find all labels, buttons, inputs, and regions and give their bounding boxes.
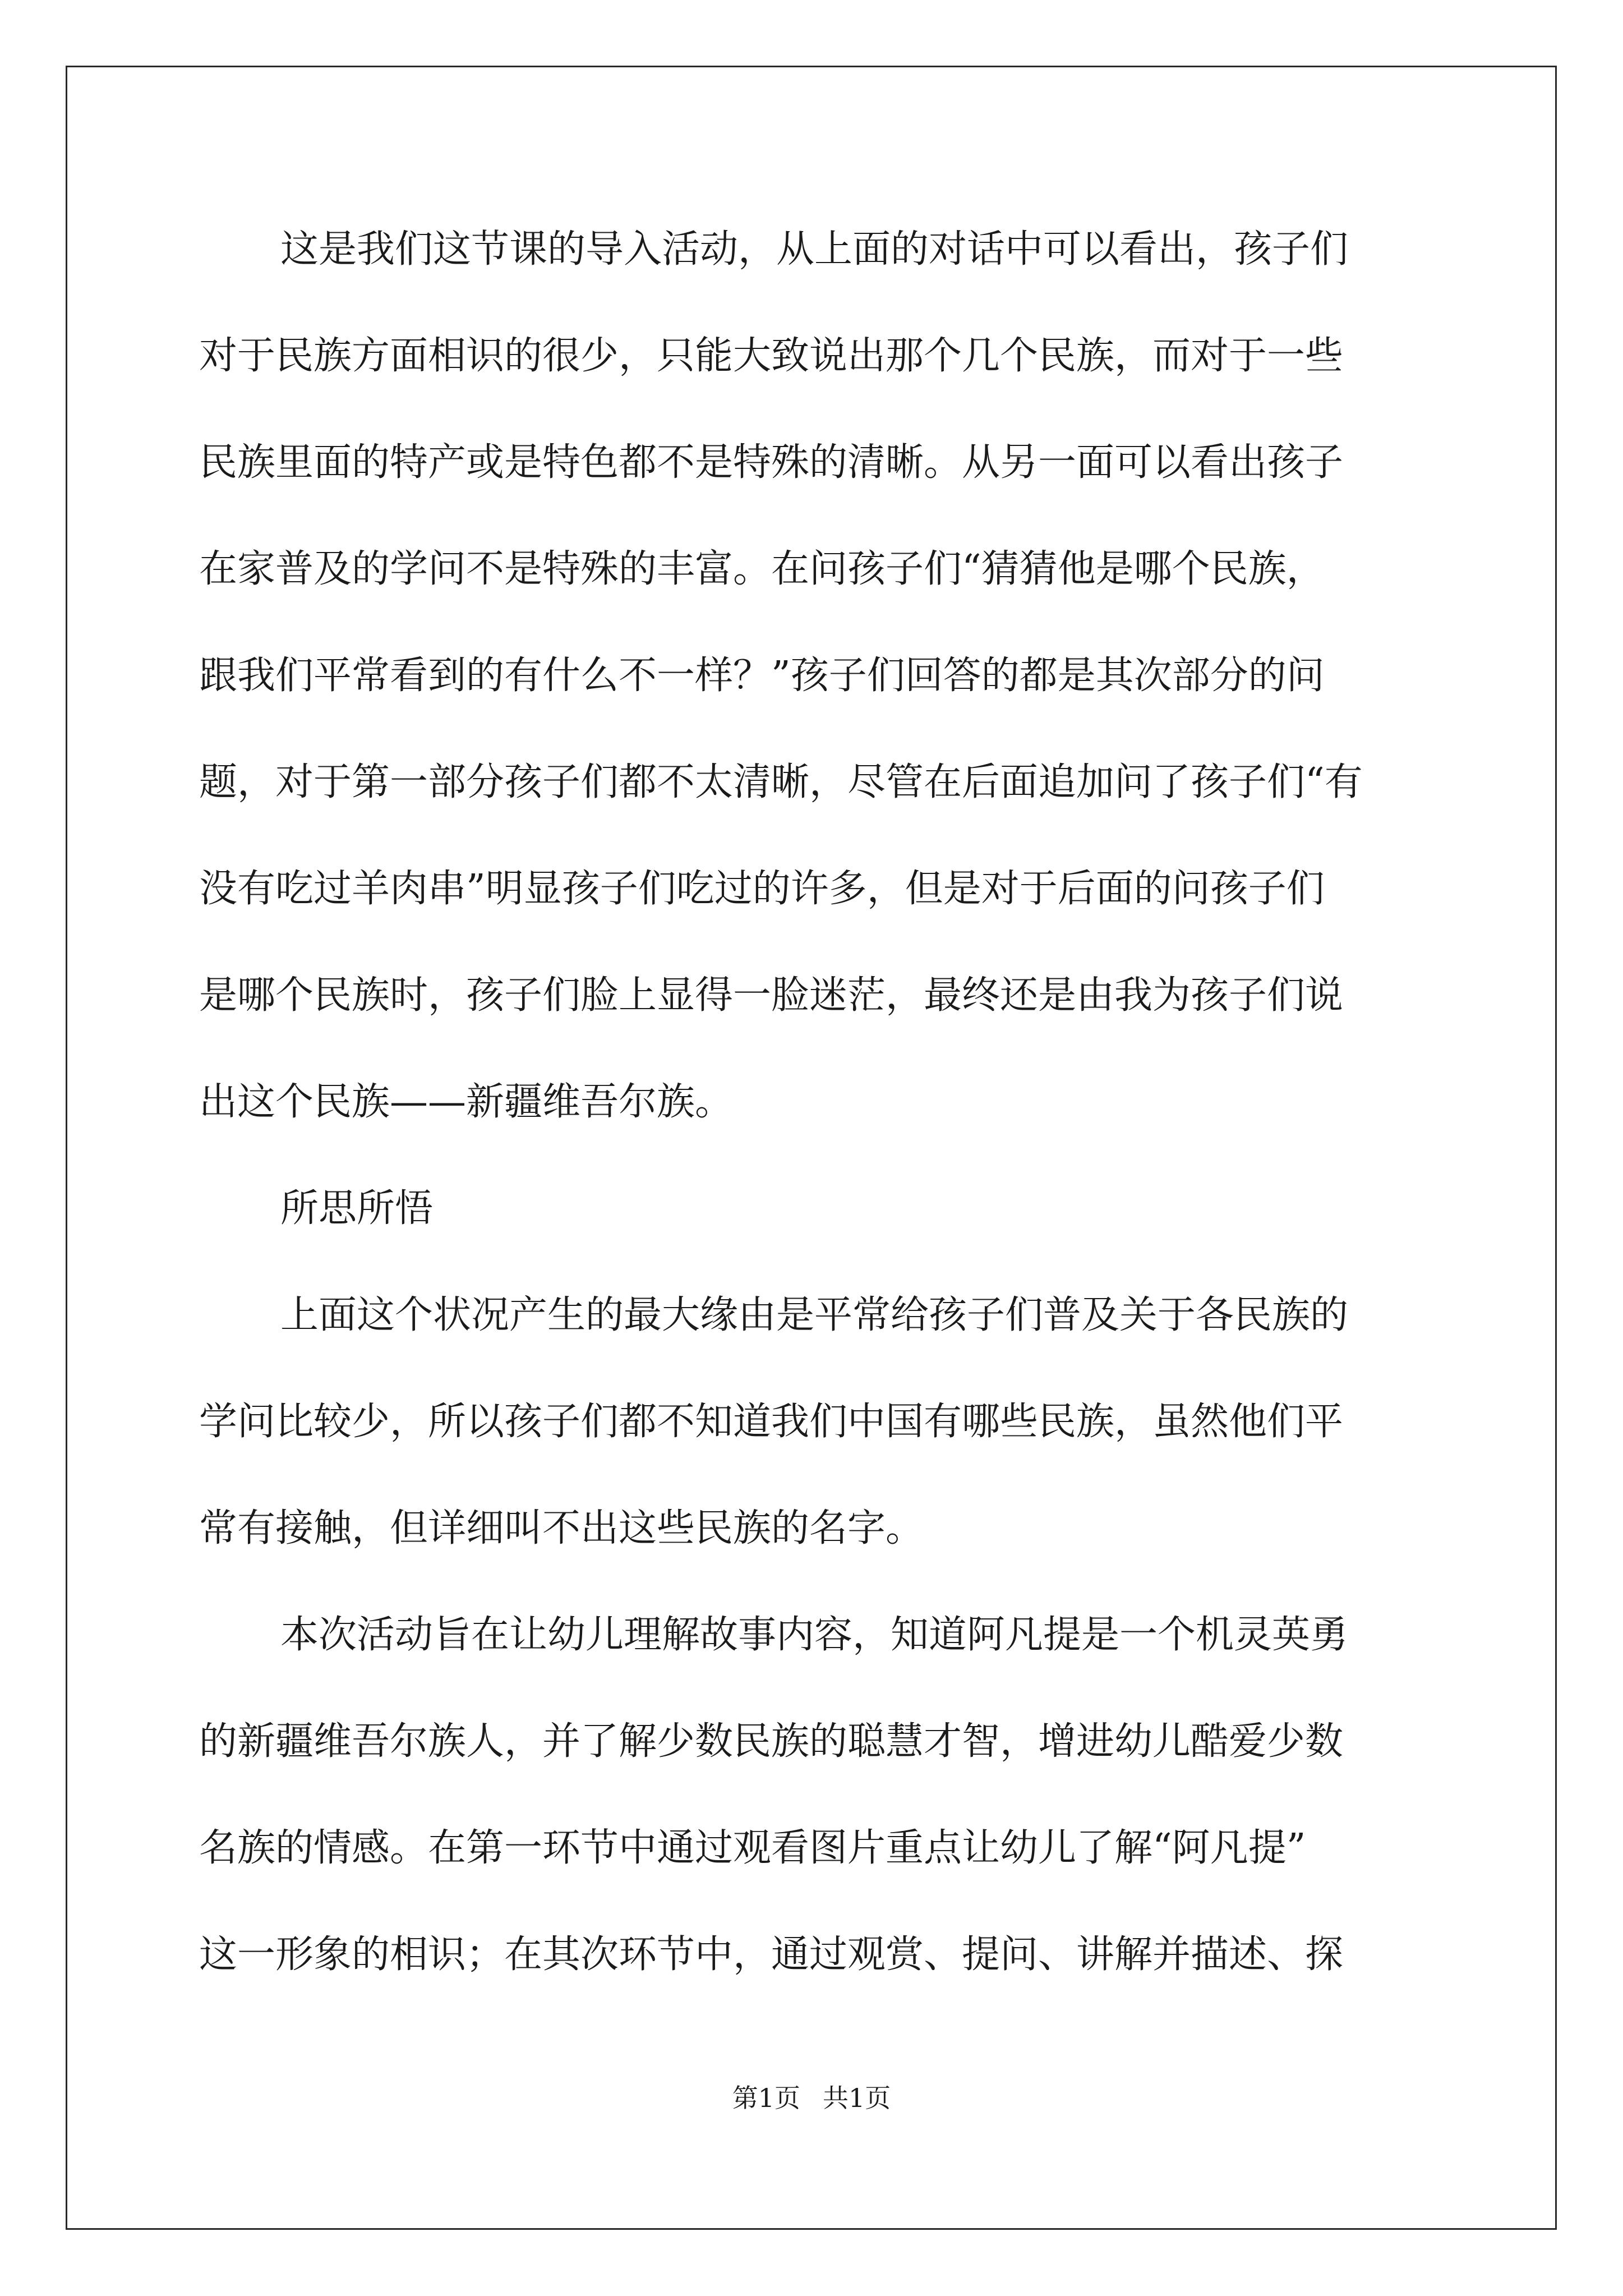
paragraph-line: 本次活动旨在让幼儿理解故事内容，知道阿凡提是一个机灵英勇: [280, 1613, 1349, 1657]
page-number: 第1页: [732, 2083, 800, 2113]
paragraph-line: 上面这个状况产生的最大缘由是平常给孩子们普及关于各民族的: [280, 1293, 1349, 1337]
paragraph-line: 学问比较少，所以孩子们都不知道我们中国有哪些民族，虽然他们平: [199, 1400, 1344, 1444]
paragraph-line: 对于民族方面相识的很少，只能大致说出那个几个民族，而对于一些: [199, 334, 1344, 378]
page-footer: [0, 2081, 1623, 2115]
paragraph-line: 是哪个民族时，孩子们脸上显得一脸迷茫，最终还是由我为孩子们说: [199, 973, 1344, 1018]
paragraph-line: 在家普及的学问不是特殊的丰富。在问孩子们“猜猜他是哪个民族，: [199, 547, 1325, 591]
page-border: [66, 66, 1557, 2230]
paragraph-line: 没有吃过羊肉串”明显孩子们吃过的许多，但是对于后面的问孩子们: [199, 867, 1325, 911]
paragraph-line: 这是我们这节课的导入活动，从上面的对话中可以看出，孩子们: [280, 227, 1349, 272]
paragraph-line: 常有接触，但详细叫不出这些民族的名字。: [199, 1506, 924, 1550]
paragraph-line: 这一形象的相识；在其次环节中，通过观赏、提问、讲解并描述、探: [199, 1932, 1344, 1977]
paragraph-line: 名族的情感。在第一环节中通过观看图片重点让幼儿了解“阿凡提”: [199, 1826, 1306, 1870]
paragraph-line: 的新疆维吾尔族人，并了解少数民族的聪慧才智，增进幼儿酷爱少数: [199, 1719, 1344, 1764]
paragraph-line: 民族里面的特产或是特色都不是特殊的清晰。从另一面可以看出孩子: [199, 440, 1344, 485]
paragraph-line: 题，对于第一部分孩子们都不太清晰，尽管在后面追加问了孩子们“有: [199, 760, 1363, 804]
section-heading: 所思所悟: [280, 1186, 434, 1231]
page-total: 共1页: [823, 2083, 891, 2113]
paragraph-line: 跟我们平常看到的有什么不一样？”孩子们回答的都是其次部分的问: [199, 654, 1325, 698]
paragraph-line: 出这个民族——新疆维吾尔族。: [199, 1080, 734, 1124]
